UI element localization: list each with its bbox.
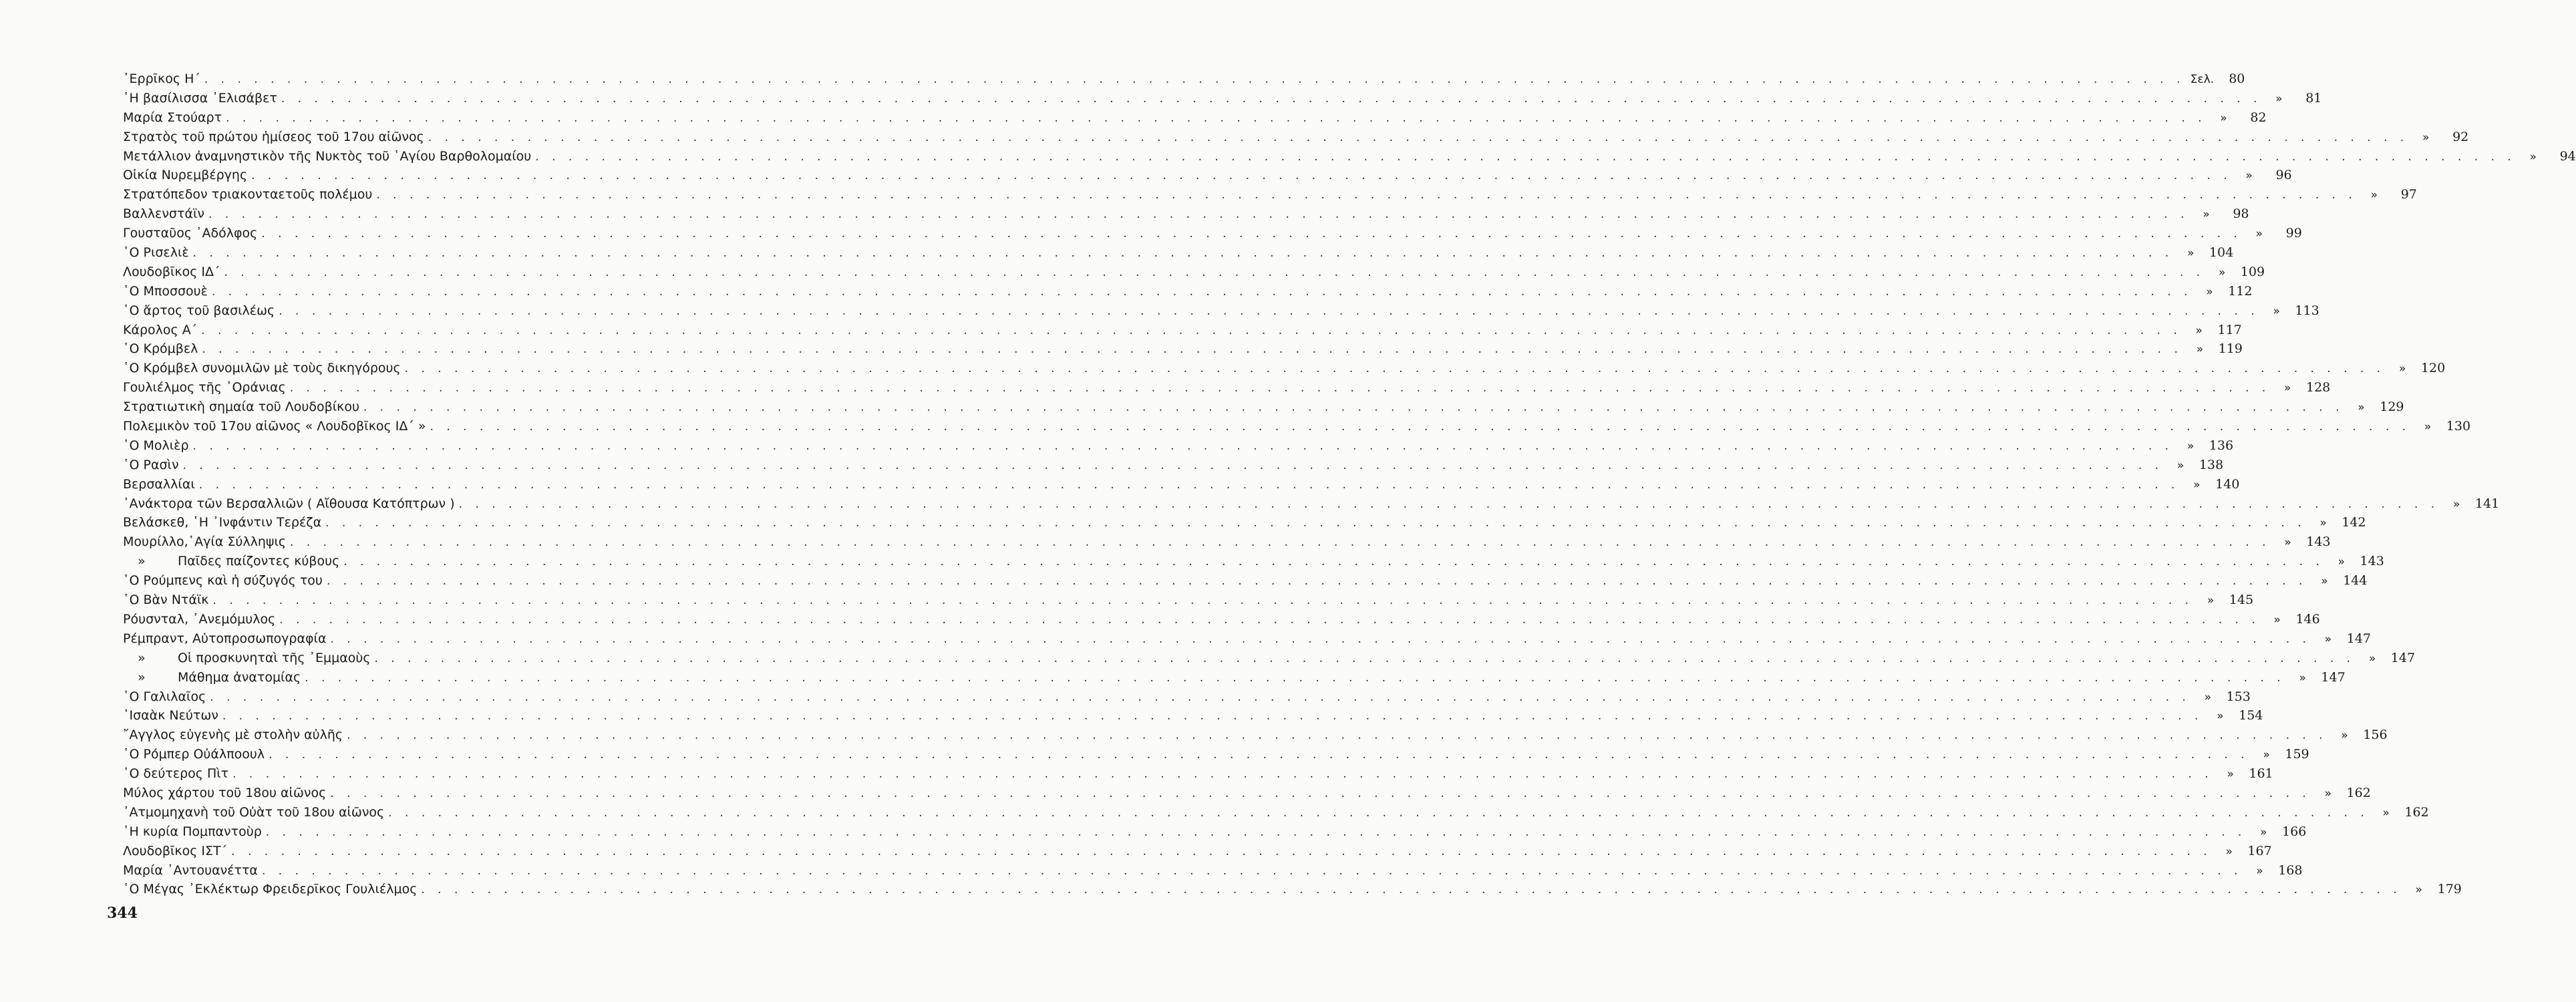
entry-title-text: Μαρία Στούαρτ (123, 110, 222, 125)
page-ref: 99 (2285, 226, 2302, 241)
dot-leader: . . . . . . . . . . . . . . . . . . . . . . . . . . . . . . . . . . . . . . . . . . . . . . . . . . . . . . . . . . . . . . . . . . . . . . . . . . . . . . . . . . . . . . . . . . . . . . . . . . . . . . . . . . . . . . . . . . . . . . . . (208, 208, 2189, 222)
toc-entry (115, 89, 2322, 108)
page-ref: 145 (2229, 593, 2254, 608)
entry-title (115, 610, 275, 629)
dot-leader: . . . . . . . . . . . . . . . . . . . . . . . . . . . . . . . . . . . . . . . . . . . . . . . . . . . . . . . . . . . . . . . . . . . . . . . . . . . . . . . . . . . . . . . . . . . . . . . . . . . . . . . . . . . . . . . . . . . . . . . . (458, 497, 2440, 511)
toc-entry (115, 745, 2309, 764)
page-ref: 97 (2400, 187, 2417, 202)
entry-title (115, 861, 258, 880)
page-ref: 98 (2233, 206, 2249, 222)
page-ref: 82 (2250, 110, 2267, 125)
entry-title-text: ᾿Ανάκτορα τῶν Βερσαλλιῶν ( Αἴθουσα Κατόπτρων ) (123, 496, 455, 511)
entry-title-text: ῾Η βασίλισσα ᾿Ελισάβετ (123, 90, 277, 106)
entry-title (115, 706, 218, 725)
entry-title (115, 880, 417, 899)
dot-leader: . . . . . . . . . . . . . . . . . . . . . . . . . . . . . . . . . . . . . . . . . . . . . . . . . . . . . . . . . . . . . . . . . . . . . . . . . . . . . . . . . . . . . . . . . . . . . . . . . . . . . . . . . . . . . . . . . . . . . . . . (265, 825, 2247, 839)
entry-title (115, 166, 247, 185)
toc-entry (115, 359, 2446, 378)
ditto-prefix: » (138, 669, 146, 685)
page-marker: » (2273, 613, 2281, 627)
entry-title (115, 69, 200, 89)
page-marker: » (2398, 362, 2406, 376)
toc-entry (115, 224, 2302, 243)
page-marker: » (2452, 497, 2460, 511)
page-ref: 96 (2275, 168, 2292, 183)
dot-leader: . . . . . . . . . . . . . . . . . . . . . . . . . . . . . . . . . . . . . . . . . . . . . . . . . . . . . . . . . . . . . . . . . . . . . . . . . . . . . . . . . . . . . . . . . . . . . . . . . . . . . . . . . . . . . . . . . . . . . . . . (224, 265, 2205, 279)
toc-entry (115, 629, 2371, 649)
dot-leader: . . . . . . . . . . . . . . . . . . . . . . . . . . . . . . . . . . . . . . . . . . . . . . . . . . . . . . . . . . . . . . . . . . . . . . . . . . . . . . . . . . . . . . . . . . . . . . . . . . . . . . . . . . . . . . . . . . . . . . . . (326, 574, 2307, 589)
toc-entry (115, 397, 2404, 417)
page-marker: » (2255, 227, 2263, 241)
toc-entry (115, 803, 2429, 822)
dot-leader: . . . . . . . . . . . . . . . . . . . . . . . . . . . . . . . . . . . . . . . . . . . . . . . . . . . . . . . . . . . . . . . . . . . . . . . . . . . . . . . . . . . . . . . . . . . . . . . . . . . . . . . . . . . . . . . . . . . . . . . . (226, 111, 2207, 125)
toc-entry (115, 147, 2576, 166)
entry-title (115, 513, 321, 532)
dot-leader: . . . . . . . . . . . . . . . . . . . . . . . . . . . . . . . . . . . . . . . . . . . . . . . . . . . . . . . . . . . . . . . . . . . . . . . . . . . . . . . . . . . . . . . . . . . . . . . . . . . . . . . . . . . . . . . . . . . . . . . . (404, 362, 2386, 376)
ditto-prefix: » (138, 554, 146, 569)
page-ref: 168 (2278, 862, 2303, 878)
page-ref: 142 (2342, 515, 2366, 530)
entry-title-text: ῾Ο Ρόμπερ Οὐάλποουλ (123, 747, 265, 762)
page-marker: » (2217, 709, 2224, 723)
page-number: 344 (107, 904, 138, 922)
entry-title-text: Μετάλλιον ἀναμνηστικὸν τῆς Νυκτὸς τοῦ ῾Αγίου Βαρθολομαίου (123, 148, 532, 164)
ditto-prefix: » (138, 650, 146, 665)
page-ref: 153 (2226, 689, 2251, 704)
page-ref: 81 (2305, 90, 2322, 106)
page-marker: » (2424, 420, 2432, 434)
page-marker: » (2196, 343, 2204, 357)
page-ref: 80 (2229, 71, 2245, 86)
toc-entry (115, 725, 2388, 745)
dot-leader: . . . . . . . . . . . . . . . . . . . . . . . . . . . . . . . . . . . . . . . . . . . . . . . . . . . . . . . . . . . . . . . . . . . . . . . . . . . . . . . . . . . . . . . . . . . . . . . . . . . . . . . . . . . . . . . . . . . . . . . . (363, 401, 2344, 415)
page-marker: » (2193, 478, 2201, 492)
dot-leader: . . . . . . . . . . . . . . . . . . . . . . . . . . . . . . . . . . . . . . . . . . . . . . . . . . . . . . . . . . . . . . . . . . . . . . . . . . . . . . . . . . . . . . . . . . . . . . . . . . . . . . . . . . . . . . . . . . . . . . . . (210, 690, 2191, 704)
dot-leader: . . . . . . . . . . . . . . . . . . . . . . . . . . . . . . . . . . . . . . . . . . . . . . . . . . . . . . . . . . . . . . . . . . . . . . . . . . . . . . . . . . . . . . . . . . . . . . . . . . . . . . . . . . . . . . . . . . . . . . . . (261, 227, 2242, 241)
toc-entry (115, 764, 2273, 784)
page-ref: 167 (2247, 843, 2272, 858)
toc-entry (115, 475, 2240, 494)
entry-title (115, 475, 195, 494)
entry-title-text: ῾Ο δεύτερος Πὶτ (123, 766, 229, 782)
toc-entry (115, 456, 2224, 475)
page-marker: » (2225, 844, 2233, 858)
entry-title (115, 725, 343, 745)
page-marker: » (2220, 111, 2227, 125)
entry-title (115, 321, 197, 340)
entry-title (115, 784, 326, 803)
page-ref: 143 (2306, 534, 2331, 550)
page-ref: 138 (2199, 457, 2224, 472)
page-ref: 141 (2474, 496, 2500, 511)
dot-leader: . . . . . . . . . . . . . . . . . . . . . . . . . . . . . . . . . . . . . . . . . . . . . . . . . . . . . . . . . . . . . . . . . . . . . . . . . . . . . . . . . . . . . . . . . . . . . . . . . . . . . . . . . . . . . . . . . . . . . . . . (204, 73, 2185, 86)
toc-entry (115, 128, 2469, 147)
dot-leader: . . . . . . . . . . . . . . . . . . . . . . . . . . . . . . . . . . . . . . . . . . . . . . . . . . . . . . . . . . . . . . . . . . . . . . . . . . . . . . . . . . . . . . . . . . . . . . . . . . . . . . . . . . . . . . . . . . . . . . . . (192, 246, 2174, 261)
page-ref: 147 (2321, 669, 2346, 685)
dot-leader: . . . . . . . . . . . . . . . . . . . . . . . . . . . . . . . . . . . . . . . . . . . . . . . . . . . . . . . . . . . . . . . . . . . . . . . . . . . . . . . . . . . . . . . . . . . . . . . . . . . . . . . . . . . . . . . . . . . . . . . . (305, 671, 2285, 685)
page-ref: 140 (2215, 476, 2240, 492)
entry-title-text: Μύλος χάρτου τοῦ 18ου αἰῶνος (123, 785, 327, 800)
entry-title-text: Λουδοβῖκος ΙΣΤ΄ (123, 843, 228, 858)
toc-entry (115, 532, 2331, 552)
page-marker: » (2245, 169, 2253, 183)
toc-entry (115, 842, 2272, 861)
entry-title-text: ῾Ο Μέγας ᾿Εκλέκτωρ Φρειδερῖκος Γουλιέλμος (123, 882, 418, 897)
toc-entry (115, 436, 2234, 456)
entry-title-text: Ρέμπραντ, Αὐτοπροσωπογραφία (123, 631, 327, 646)
toc-entry (115, 108, 2267, 128)
page-marker: » (2256, 864, 2263, 878)
entry-title (115, 591, 209, 610)
dot-leader: . . . . . . . . . . . . . . . . . . . . . . . . . . . . . . . . . . . . . . . . . . . . . . . . . . . . . . . . . . . . . . . . . . . . . . . . . . . . . . . . . . . . . . . . . . . . . . . . . . . . . . . . . . . . . . . . . . . . . . . . (374, 651, 2356, 665)
entry-title-text: ῾Ο Κρόμβελ συνομιλῶν μὲ τοὺς δικηγόρους (123, 361, 401, 376)
page-marker: » (2204, 690, 2211, 704)
page-marker: » (2177, 458, 2185, 472)
page-ref: 120 (2420, 361, 2446, 376)
dot-leader: . . . . . . . . . . . . . . . . . . . . . . . . . . . . . . . . . . . . . . . . . . . . . . . . . . . . . . . . . . . . . . . . . . . . . . . . . . . . . . . . . . . . . . . . . . . . . . . . . . . . . . . . . . . . . . . . . . . . . . . . (343, 555, 2324, 569)
entry-title (115, 629, 326, 649)
page-ref: 104 (2209, 245, 2234, 261)
page-ref: 113 (2295, 303, 2319, 318)
page-marker: » (2284, 381, 2291, 395)
toc-entry (115, 571, 2368, 591)
entry-title-text: Στρατιωτικὴ σημαία τοῦ Λουδοβίκου (123, 399, 359, 415)
toc-entry (115, 321, 2242, 340)
entry-title (115, 224, 257, 243)
page-marker: » (2338, 555, 2345, 569)
dot-leader: . . . . . . . . . . . . . . . . . . . . . . . . . . . . . . . . . . . . . . . . . . . . . . . . . . . . . . . . . . . . . . . . . . . . . . . . . . . . . . . . . . . . . . . . . . . . . . . . . . . . . . . . . . . . . . . . . . . . . . . . (430, 420, 2411, 434)
entry-title-text: ᾿Ερρῖκος Η΄ (123, 71, 200, 86)
page-ref: 179 (2437, 882, 2462, 897)
page-marker: » (2275, 92, 2283, 106)
toc-entry (115, 591, 2254, 610)
entry-title (115, 89, 277, 108)
dot-leader: . . . . . . . . . . . . . . . . . . . . . . . . . . . . . . . . . . . . . . . . . . . . . . . . . . . . . . . . . . . . . . . . . . . . . . . . . . . . . . . . . . . . . . . . . . . . . . . . . . . . . . . . . . . . . . . . . . . . . . . . (269, 748, 2249, 762)
page-ref: 109 (2240, 264, 2265, 279)
entry-title-text: Λουδοβῖκος ΙΔ΄ (123, 264, 220, 279)
dot-leader: . . . . . . . . . . . . . . . . . . . . . . . . . . . . . . . . . . . . . . . . . . . . . . . . . . . . . . . . . . . . . . . . . . . . . . . . . . . . . . . . . . . . . . . . . . . . . . . . . . . . . . . . . . . . . . . . . . . . . . . . (222, 709, 2203, 723)
dot-leader: . . . . . . . . . . . . . . . . . . . . . . . . . . . . . . . . . . . . . . . . . . . . . . . . . . . . . . . . . . . . . . . . . . . . . . . . . . . . . . . . . . . . . . . . . . . . . . . . . . . . . . . . . . . . . . . . . . . . . . . . (330, 632, 2311, 646)
page-ref: 162 (2404, 804, 2429, 820)
toc-entry (115, 552, 2384, 571)
dot-leader: . . . . . . . . . . . . . . . . . . . . . . . . . . . . . . . . . . . . . . . . . . . . . . . . . . . . . . . . . . . . . . . . . . . . . . . . . . . . . . . . . . . . . . . . . . . . . . . . . . . . . . . . . . . . . . . . . . . . . . . . (325, 516, 2306, 530)
entry-title-text: ῾Η κυρία Πομπαντοὺρ (123, 824, 262, 839)
page-ref: 117 (2217, 322, 2242, 337)
entry-title (115, 687, 206, 707)
page-ref: 143 (2360, 554, 2384, 569)
page-marker: » (2227, 768, 2234, 782)
dot-leader: . . . . . . . . . . . . . . . . . . . . . . . . . . . . . . . . . . . . . . . . . . . . . . . . . . . . . . . . . . . . . . . . . . . . . . . . . . . . . . . . . . . . . . . . . . . . . . . . . . . . . . . . . . . . . . . . . . . . . . . . (198, 478, 2180, 492)
entry-title (115, 397, 359, 417)
entry-title-text: ῾Ο ἄρτος τοῦ βασιλέως (123, 303, 275, 318)
entry-title-text: Γουσταῦος ᾿Αδόλφος (123, 226, 258, 241)
dot-leader: . . . . . . . . . . . . . . . . . . . . . . . . . . . . . . . . . . . . . . . . . . . . . . . . . . . . . . . . . . . . . . . . . . . . . . . . . . . . . . . . . . . . . . . . . . . . . . . . . . . . . . . . . . . . . . . . . . . . . . . . (201, 323, 2182, 337)
dot-leader: . . . . . . . . . . . . . . . . . . . . . . . . . . . . . . . . . . . . . . . . . . . . . . . . . . . . . . . . . . . . . . . . . . . . . . . . . . . . . . . . . . . . . . . . . . . . . . . . . . . . . . . . . . . . . . . . . . . . . . . . (279, 304, 2259, 318)
page-ref: 166 (2282, 824, 2307, 839)
page-ref: 112 (2228, 283, 2253, 299)
toc-entry (115, 243, 2234, 263)
entry-title-text: Παῖδες παίζοντες κύβους (178, 554, 340, 569)
dot-leader: . . . . . . . . . . . . . . . . . . . . . . . . . . . . . . . . . . . . . . . . . . . . . . . . . . . . . . . . . . . . . . . . . . . . . . . . . . . . . . . . . . . . . . . . . . . . . . . . . . . . . . . . . . . . . . . . . . . . . . . . (202, 343, 2183, 357)
toc-entry (115, 185, 2417, 204)
toc-entry (115, 861, 2303, 880)
entry-title (115, 456, 179, 475)
entry-title (115, 764, 228, 784)
page-marker: » (2218, 265, 2226, 279)
dot-leader: . . . . . . . . . . . . . . . . . . . . . . . . . . . . . . . . . . . . . . . . . . . . . . . . . . . . . . . . . . . . . . . . . . . . . . . . . . . . . . . . . . . . . . . . . . . . . . . . . . . . . . . . . . . . . . . . . . . . . . . . (428, 130, 2409, 144)
page-marker: » (2263, 748, 2270, 762)
page-marker: » (2368, 651, 2376, 665)
entry-title-text: Μάθημα ἀνατομίας (178, 669, 301, 685)
entry-title-text: Στρατὸς τοῦ πρώτου ἡμίσεος τοῦ 17ου αἰῶνος (123, 129, 424, 144)
page-marker: » (2299, 671, 2306, 685)
dot-leader: . . . . . . . . . . . . . . . . . . . . . . . . . . . . . . . . . . . . . . . . . . . . . . . . . . . . . . . . . . . . . . . . . . . . . . . . . . . . . . . . . . . . . . . . . . . . . . . . . . . . . . . . . . . . . . . . . . . . . . . . (290, 536, 2271, 550)
dot-leader: . . . . . . . . . . . . . . . . . . . . . . . . . . . . . . . . . . . . . . . . . . . . . . . . . . . . . . . . . . . . . . . . . . . . . . . . . . . . . . . . . . . . . . . . . . . . . . . . . . . . . . . . . . . . . . . . . . . . . . . . (388, 806, 2369, 820)
page-ref: 154 (2239, 708, 2263, 723)
page-ref: 92 (2452, 129, 2469, 144)
page-marker: » (2187, 246, 2195, 261)
toc-entry (115, 880, 2462, 899)
page-marker: » (2358, 401, 2365, 415)
entry-title-text: Κάρολος Α΄ (123, 322, 198, 337)
page-ref: 129 (2380, 399, 2404, 415)
entry-title (115, 128, 424, 147)
dot-leader: . . . . . . . . . . . . . . . . . . . . . . . . . . . . . . . . . . . . . . . . . . . . . . . . . . . . . . . . . . . . . . . . . . . . . . . . . . . . . . . . . . . . . . . . . . . . . . . . . . . . . . . . . . . . . . . . . . . . . . . . (251, 169, 2232, 183)
page-marker: » (2260, 825, 2267, 839)
toc-entry (115, 822, 2307, 842)
entry-title (115, 436, 189, 456)
dot-leader: . . . . . . . . . . . . . . . . . . . . . . . . . . . . . . . . . . . . . . . . . . . . . . . . . . . . . . . . . . . . . . . . . . . . . . . . . . . . . . . . . . . . . . . . . . . . . . . . . . . . . . . . . . . . . . . . . . . . . . . . (212, 594, 2194, 608)
toc-entry (115, 263, 2265, 282)
page-marker: » (2284, 536, 2291, 550)
dot-leader: . . . . . . . . . . . . . . . . . . . . . . . . . . . . . . . . . . . . . . . . . . . . . . . . . . . . . . . . . . . . . . . . . . . . . . . . . . . . . . . . . . . . . . . . . . . . . . . . . . . . . . . . . . . . . . . . . . . . . . . . (421, 883, 2402, 897)
entry-title (115, 552, 339, 571)
page-ref: 119 (2218, 341, 2243, 357)
entry-title (115, 339, 198, 359)
entry-title (115, 301, 275, 321)
page-marker: » (2422, 130, 2430, 144)
entry-title (115, 378, 286, 397)
dot-leader: . . . . . . . . . . . . . . . . . . . . . . . . . . . . . . . . . . . . . . . . . . . . . . . . . . . . . . . . . . . . . . . . . . . . . . . . . . . . . . . . . . . . . . . . . . . . . . . . . . . . . . . . . . . . . . . . . . . . . . . . (279, 613, 2260, 627)
page-ref: 159 (2285, 747, 2309, 762)
entry-title-text: Βερσαλλίαι (123, 476, 195, 492)
entry-title-text: ῾Ο Ρασὶν (123, 457, 179, 472)
entry-title-text: Οἱ προσκυνηταὶ τῆς ᾿Εμμαοὺς (178, 650, 371, 665)
page-marker: » (2207, 594, 2215, 608)
page-marker: » (2321, 574, 2328, 589)
toc-entry (115, 166, 2292, 185)
page-ref: 162 (2346, 785, 2371, 800)
page-ref: 146 (2295, 611, 2320, 627)
page-marker: » (2203, 208, 2210, 222)
page-marker: » (2370, 188, 2378, 202)
entry-title-text: Βαλλενστάϊν (123, 206, 204, 222)
entry-title (115, 243, 189, 263)
toc-entry (115, 513, 2366, 532)
entry-title-text: Πολεμικὸν τοῦ 17ου αἰῶνος « Λουδοβῖκος ΙΔ΄ » (123, 419, 426, 434)
toc-entry (115, 301, 2319, 321)
page-ref: 94 (2559, 148, 2576, 164)
dot-leader: . . . . . . . . . . . . . . . . . . . . . . . . . . . . . . . . . . . . . . . . . . . . . . . . . . . . . . . . . . . . . . . . . . . . . . . . . . . . . . . . . . . . . . . . . . . . . . . . . . . . . . . . . . . . . . . . . . . . . . . . (182, 458, 2164, 472)
dot-leader: . . . . . . . . . . . . . . . . . . . . . . . . . . . . . . . . . . . . . . . . . . . . . . . . . . . . . . . . . . . . . . . . . . . . . . . . . . . . . . . . . . . . . . . . . . . . . . . . . . . . . . . . . . . . . . . . . . . . . . . . (211, 285, 2193, 299)
dot-leader: . . . . . . . . . . . . . . . . . . . . . . . . . . . . . . . . . . . . . . . . . . . . . . . . . . . . . . . . . . . . . . . . . . . . . . . . . . . . . . . . . . . . . . . . . . . . . . . . . . . . . . . . . . . . . . . . . . . . . . . . (192, 439, 2174, 453)
toc-entry (115, 687, 2251, 707)
page-ref: 161 (2249, 766, 2273, 782)
page-ref: 130 (2446, 419, 2471, 434)
toc-entry (115, 494, 2500, 514)
entry-title-text: Ρόυσνταλ, ᾿Ανεμόμυλος (123, 611, 276, 627)
toc-entry (115, 706, 2263, 725)
toc-entry (115, 784, 2371, 803)
toc-entry (115, 668, 2346, 687)
entry-title (115, 822, 262, 842)
entry-title (115, 745, 265, 764)
toc-entry (115, 417, 2471, 436)
entry-title-text: ῾Ο Βὰν Ντάϊκ (123, 593, 209, 608)
entry-title (115, 803, 384, 822)
entry-title (115, 108, 222, 128)
dot-leader: . . . . . . . . . . . . . . . . . . . . . . . . . . . . . . . . . . . . . . . . . . . . . . . . . . . . . . . . . . . . . . . . . . . . . . . . . . . . . . . . . . . . . . . . . . . . . . . . . . . . . . . . . . . . . . . . . . . . . . . . (261, 864, 2243, 878)
entry-title (115, 668, 301, 687)
toc-entry (115, 339, 2243, 359)
dot-leader: . . . . . . . . . . . . . . . . . . . . . . . . . . . . . . . . . . . . . . . . . . . . . . . . . . . . . . . . . . . . . . . . . . . . . . . . . . . . . . . . . . . . . . . . . . . . . . . . . . . . . . . . . . . . . . . . . . . . . . . . (289, 381, 2271, 395)
entry-title (115, 147, 531, 166)
entry-title-text: Μουρίλλο,῾Αγία Σύλληψις (123, 534, 287, 550)
entry-title (115, 571, 323, 591)
dot-leader: . . . . . . . . . . . . . . . . . . . . . . . . . . . . . . . . . . . . . . . . . . . . . . . . . . . . . . . . . . . . . . . . . . . . . . . . . . . . . . . . . . . . . . . . . . . . . . . . . . . . . . . . . . . . . . . . . . . . . . . . (232, 768, 2213, 782)
entry-title (115, 417, 426, 436)
page-ref: 136 (2209, 438, 2234, 453)
entry-title-text: ᾿Ισαὰκ Νεύτων (123, 708, 218, 723)
entry-title-text: ῾Ο Ρούμπενς καὶ ἡ σύζυγός του (123, 573, 323, 589)
entry-title-text: ῾Ο Μολιὲρ (123, 438, 189, 453)
toc-entry (115, 69, 2245, 89)
page-marker: » (2324, 786, 2332, 800)
page-ref: 156 (2363, 727, 2388, 743)
entry-title (115, 282, 208, 301)
toc-entry (115, 282, 2253, 301)
toc-entry (115, 378, 2331, 397)
entry-title (115, 185, 372, 204)
entry-title-text: Στρατόπεδον τριακονταετοῦς πολέμου (123, 187, 373, 202)
entry-title-text: ῾Ο Γαλιλαῖος (123, 689, 206, 704)
dot-leader: . . . . . . . . . . . . . . . . . . . . . . . . . . . . . . . . . . . . . . . . . . . . . . . . . . . . . . . . . . . . . . . . . . . . . . . . . . . . . . . . . . . . . . . . . . . . . . . . . . . . . . . . . . . . . . . . . . . . . . . . (231, 844, 2212, 858)
entry-title-text: ᾿Ατμομηχανὴ τοῦ Οὐὰτ τοῦ 18ου αἰῶνος (123, 804, 385, 820)
page-marker: » (2187, 439, 2195, 453)
table-of-contents (115, 69, 2576, 899)
page-ref: 144 (2343, 573, 2368, 589)
entry-title-text: ῾Ο Ρισελιὲ (123, 245, 189, 261)
entry-title (115, 842, 227, 861)
page-marker: » (2341, 729, 2348, 743)
page-marker: » (2273, 304, 2280, 318)
dot-leader: . . . . . . . . . . . . . . . . . . . . . . . . . . . . . . . . . . . . . . . . . . . . . . . . . . . . . . . . . . . . . . . . . . . . . . . . . . . . . . . . . . . . . . . . . . . . . . . . . . . . . . . . . . . . . . . . . . . . . . . . (281, 92, 2262, 106)
entry-title-text: Μαρία ᾿Αντουανέττα (123, 862, 258, 878)
entry-title (115, 532, 286, 552)
page-marker: » (2382, 806, 2390, 820)
page-ref: 128 (2305, 380, 2331, 395)
page-marker: » (2319, 516, 2327, 530)
page-marker: » (2206, 285, 2213, 299)
entry-title-text: ῾Ο Μποσσουὲ (123, 283, 208, 299)
page-marker: » (2324, 632, 2332, 646)
page-marker: » (2415, 883, 2423, 897)
toc-entry (115, 204, 2249, 224)
page-ref: 147 (2346, 631, 2371, 646)
toc-entry (115, 649, 2416, 668)
entry-title-text: ῎Αγγλος εὐγενὴς μὲ στολὴν αὐλῆς (123, 727, 343, 743)
entry-title-text: Οἰκία Νυρεμβέργης (123, 168, 248, 183)
toc-entry (115, 610, 2320, 629)
entry-title (115, 494, 455, 514)
dot-leader: . . . . . . . . . . . . . . . . . . . . . . . . . . . . . . . . . . . . . . . . . . . . . . . . . . . . . . . . . . . . . . . . . . . . . . . . . . . . . . . . . . . . . . . . . . . . . . . . . . . . . . . . . . . . . . . . . . . . . . . . (535, 150, 2516, 164)
entry-title-text: Βελάσκεθ, ῾Η ᾿Ινφάντιν Τερέζα (123, 515, 322, 530)
dot-leader: . . . . . . . . . . . . . . . . . . . . . . . . . . . . . . . . . . . . . . . . . . . . . . . . . . . . . . . . . . . . . . . . . . . . . . . . . . . . . . . . . . . . . . . . . . . . . . . . . . . . . . . . . . . . . . . . . . . . . . . . (330, 786, 2311, 800)
dot-leader: . . . . . . . . . . . . . . . . . . . . . . . . . . . . . . . . . . . . . . . . . . . . . . . . . . . . . . . . . . . . . . . . . . . . . . . . . . . . . . . . . . . . . . . . . . . . . . . . . . . . . . . . . . . . . . . . . . . . . . . . (347, 729, 2327, 743)
entry-title-text: Γουλιέλμος τῆς ᾿Οράνιας (123, 380, 286, 395)
entry-title (115, 263, 220, 282)
page-ref: 147 (2390, 650, 2416, 665)
page-marker: » (2529, 150, 2537, 164)
entry-title (115, 649, 371, 668)
entry-title (115, 359, 401, 378)
page-marker: » (2195, 323, 2203, 337)
entry-title (115, 204, 204, 224)
page-marker: Σελ. (2190, 73, 2215, 86)
dot-leader: . . . . . . . . . . . . . . . . . . . . . . . . . . . . . . . . . . . . . . . . . . . . . . . . . . . . . . . . . . . . . . . . . . . . . . . . . . . . . . . . . . . . . . . . . . . . . . . . . . . . . . . . . . . . . . . . . . . . . . . . (376, 188, 2357, 202)
entry-title-text: ῾Ο Κρόμβελ (123, 341, 198, 357)
